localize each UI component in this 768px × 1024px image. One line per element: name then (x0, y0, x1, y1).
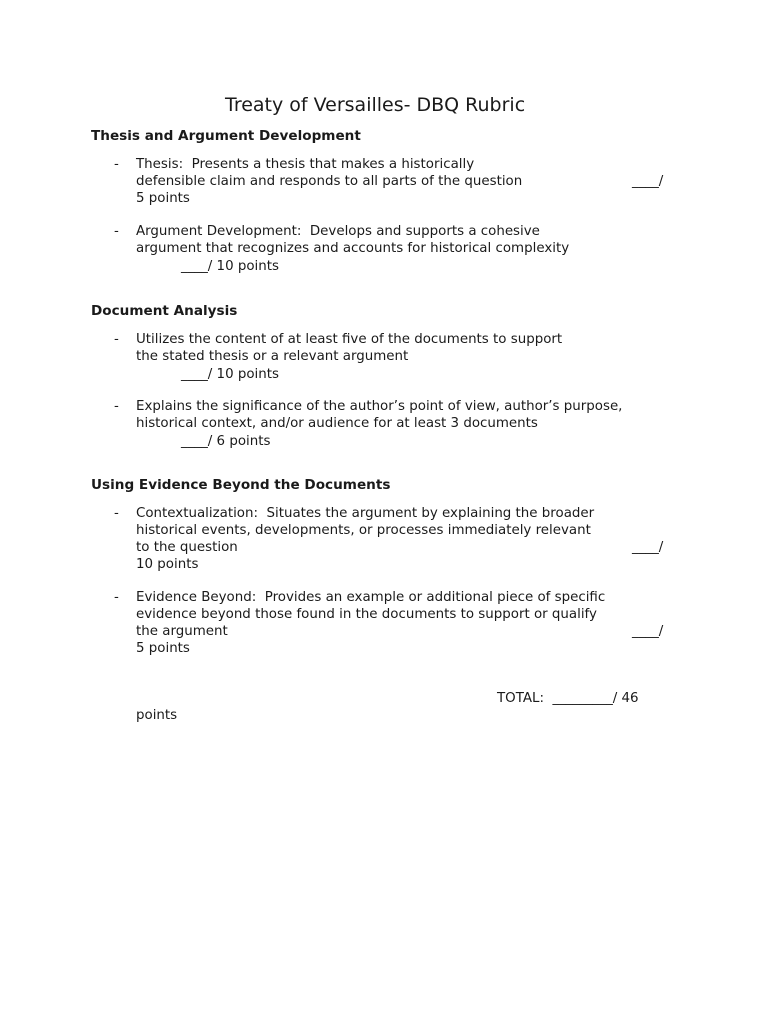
total-score-continuation: points (136, 708, 178, 723)
argument-criterion-line-2: argument that recognizes and accounts for historical complexity (136, 241, 570, 256)
list-marker: - (114, 332, 119, 347)
section-heading-thesis: Thesis and Argument Development (91, 128, 361, 144)
thesis-criterion-line-2: defensible claim and responds to all parts of the question (136, 174, 523, 189)
evidence-criterion-line-3: the argument (136, 624, 228, 639)
contextualization-criterion-line-1: Contextualization: Situates the argument by explaining the broader (136, 506, 595, 521)
list-marker: - (114, 399, 119, 414)
content-criterion-line-2: the stated thesis or a relevant argument (136, 349, 409, 364)
thesis-criterion-line-1: Thesis: Presents a thesis that makes a historically (136, 157, 475, 172)
score-points: 5 points (136, 191, 190, 206)
score-points: ____/ 10 points (181, 259, 279, 274)
argument-criterion-line-1: Argument Development: Develops and supports a cohesive (136, 224, 540, 239)
total-score-line: TOTAL: _________/ 46 (497, 691, 639, 706)
content-criterion-line-1: Utilizes the content of at least five of the documents to support (136, 332, 563, 347)
sourcing-criterion-line-1: Explains the significance of the author’s point of view, author’s purpose, (136, 399, 623, 414)
sourcing-criterion-line-2: historical context, and/or audience for at least 3 documents (136, 416, 538, 431)
section-heading-document-analysis: Document Analysis (91, 303, 238, 319)
score-points: ____/ 6 points (181, 434, 271, 449)
contextualization-criterion-line-3: to the question (136, 540, 238, 555)
score-points: ____/ 10 points (181, 367, 279, 382)
score-blank: ____/ (632, 540, 664, 555)
contextualization-criterion-line-2: historical events, developments, or processes immediately relevant (136, 523, 591, 538)
evidence-criterion-line-1: Evidence Beyond: Provides an example or additional piece of specific (136, 590, 606, 605)
section-heading-evidence-beyond: Using Evidence Beyond the Documents (91, 477, 391, 493)
document-title: Treaty of Versailles- DBQ Rubric (225, 94, 526, 116)
list-marker: - (114, 590, 119, 605)
list-marker: - (114, 224, 119, 239)
list-marker: - (114, 506, 119, 521)
score-points: 10 points (136, 557, 199, 572)
score-points: 5 points (136, 641, 190, 656)
evidence-criterion-line-2: evidence beyond those found in the documents to support or qualify (136, 607, 597, 622)
list-marker: - (114, 157, 119, 172)
score-blank: ____/ (632, 174, 664, 189)
score-blank: ____/ (632, 624, 664, 639)
